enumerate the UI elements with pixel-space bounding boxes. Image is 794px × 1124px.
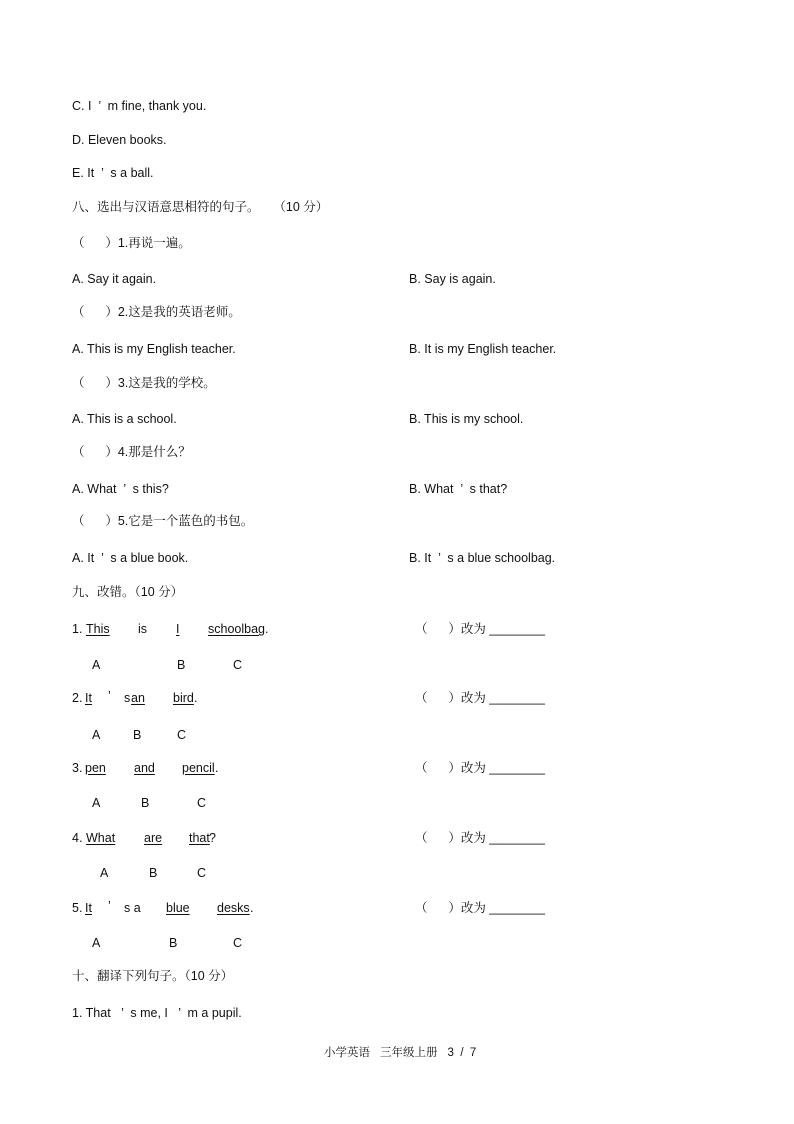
letter-a: A — [92, 796, 101, 810]
letter-b: B — [141, 796, 150, 810]
question-stem: （ ）1.再说一遍。 — [72, 236, 191, 250]
option-e: E. It ’ s a ball. — [72, 166, 154, 180]
error-word: s — [124, 691, 131, 705]
apostrophe: ’ — [108, 689, 111, 703]
question-stem: （ ）3.这是我的学校。 — [72, 376, 216, 390]
error-part-b: are — [144, 831, 163, 845]
error-part-b: I — [176, 622, 180, 636]
error-item-number: 4. — [72, 831, 83, 845]
error-punct: . — [215, 761, 219, 775]
section-9-heading: 九、改错。（10 分） — [72, 585, 184, 599]
option-b: B. It ’ s a blue schoolbag. — [409, 551, 556, 565]
section-8-heading: 八、选出与汉语意思相符的句子。 （10 分） — [72, 200, 329, 214]
error-item-number: 5. — [72, 901, 83, 915]
option-b: B. What ’ s that? — [409, 482, 508, 496]
letter-a: A — [92, 728, 101, 742]
option-a: A. This is my English teacher. — [72, 342, 236, 356]
error-part-c: schoolbag — [208, 622, 265, 636]
letter-c: C — [197, 796, 207, 810]
footer-subject: 小学英语 — [324, 1047, 371, 1059]
letter-b: B — [133, 728, 142, 742]
option-a: A. What ’ s this? — [72, 482, 169, 496]
translation-item: 1. That ’ s me, I ’ m a pupil. — [72, 1006, 242, 1020]
error-part-a: What — [86, 831, 116, 845]
error-punct: . — [250, 901, 254, 915]
error-item-number: 3. — [72, 761, 83, 775]
error-part-a: It — [85, 901, 92, 915]
error-part-c: that — [189, 831, 210, 845]
option-c: C. I ’ m fine, thank you. — [72, 99, 207, 113]
error-punct: . — [194, 691, 198, 705]
error-punct: . — [265, 622, 269, 636]
error-part-b: and — [134, 761, 155, 775]
error-word: is — [138, 622, 148, 636]
letter-c: C — [177, 728, 187, 742]
option-b: B. It is my English teacher. — [409, 342, 557, 356]
error-part-a: This — [86, 622, 110, 636]
question-stem: （ ）2.这是我的英语老师。 — [72, 305, 241, 319]
page-footer — [0, 1029, 794, 1061]
error-part-c: bird — [173, 691, 194, 705]
letter-a: A — [92, 658, 101, 672]
letter-b: B — [149, 866, 158, 880]
answer-blank: （ ）改为 ________ — [415, 691, 545, 705]
question-stem: （ ）4.那是什么？ — [72, 445, 191, 459]
section-10-heading: 十、翻译下列句子。（10 分） — [72, 969, 234, 983]
apostrophe: ’ — [108, 899, 111, 913]
letter-a: A — [92, 936, 101, 950]
error-part-b: blue — [166, 901, 190, 915]
option-a: A. It ’ s a blue book. — [72, 551, 189, 565]
error-part-b: an — [131, 691, 145, 705]
error-item-number: 1. — [72, 622, 83, 636]
footer-grade: 三年级上册 — [380, 1047, 438, 1059]
answer-blank: （ ）改为 ________ — [415, 622, 545, 636]
error-part-a: pen — [85, 761, 106, 775]
letter-c: C — [233, 658, 243, 672]
option-a: A. This is a school. — [72, 412, 177, 426]
page-number: 3 / 7 — [447, 1047, 477, 1059]
option-b: B. Say is again. — [409, 272, 496, 286]
error-part-c: desks — [217, 901, 250, 915]
letter-c: C — [197, 866, 207, 880]
option-d: D. Eleven books. — [72, 133, 167, 147]
answer-blank: （ ）改为 ________ — [415, 901, 545, 915]
answer-blank: （ ）改为 ________ — [415, 831, 545, 845]
error-part-a: It — [85, 691, 92, 705]
letter-c: C — [233, 936, 243, 950]
letter-b: B — [177, 658, 186, 672]
answer-blank: （ ）改为 ________ — [415, 761, 545, 775]
error-part-c: pencil — [182, 761, 215, 775]
letter-b: B — [169, 936, 178, 950]
option-b: B. This is my school. — [409, 412, 524, 426]
error-punct: ? — [209, 831, 216, 845]
error-word: s a — [124, 901, 141, 915]
option-a: A. Say it again. — [72, 272, 157, 286]
error-item-number: 2. — [72, 691, 83, 705]
question-stem: （ ）5.它是一个蓝色的书包。 — [72, 514, 254, 528]
letter-a: A — [100, 866, 109, 880]
